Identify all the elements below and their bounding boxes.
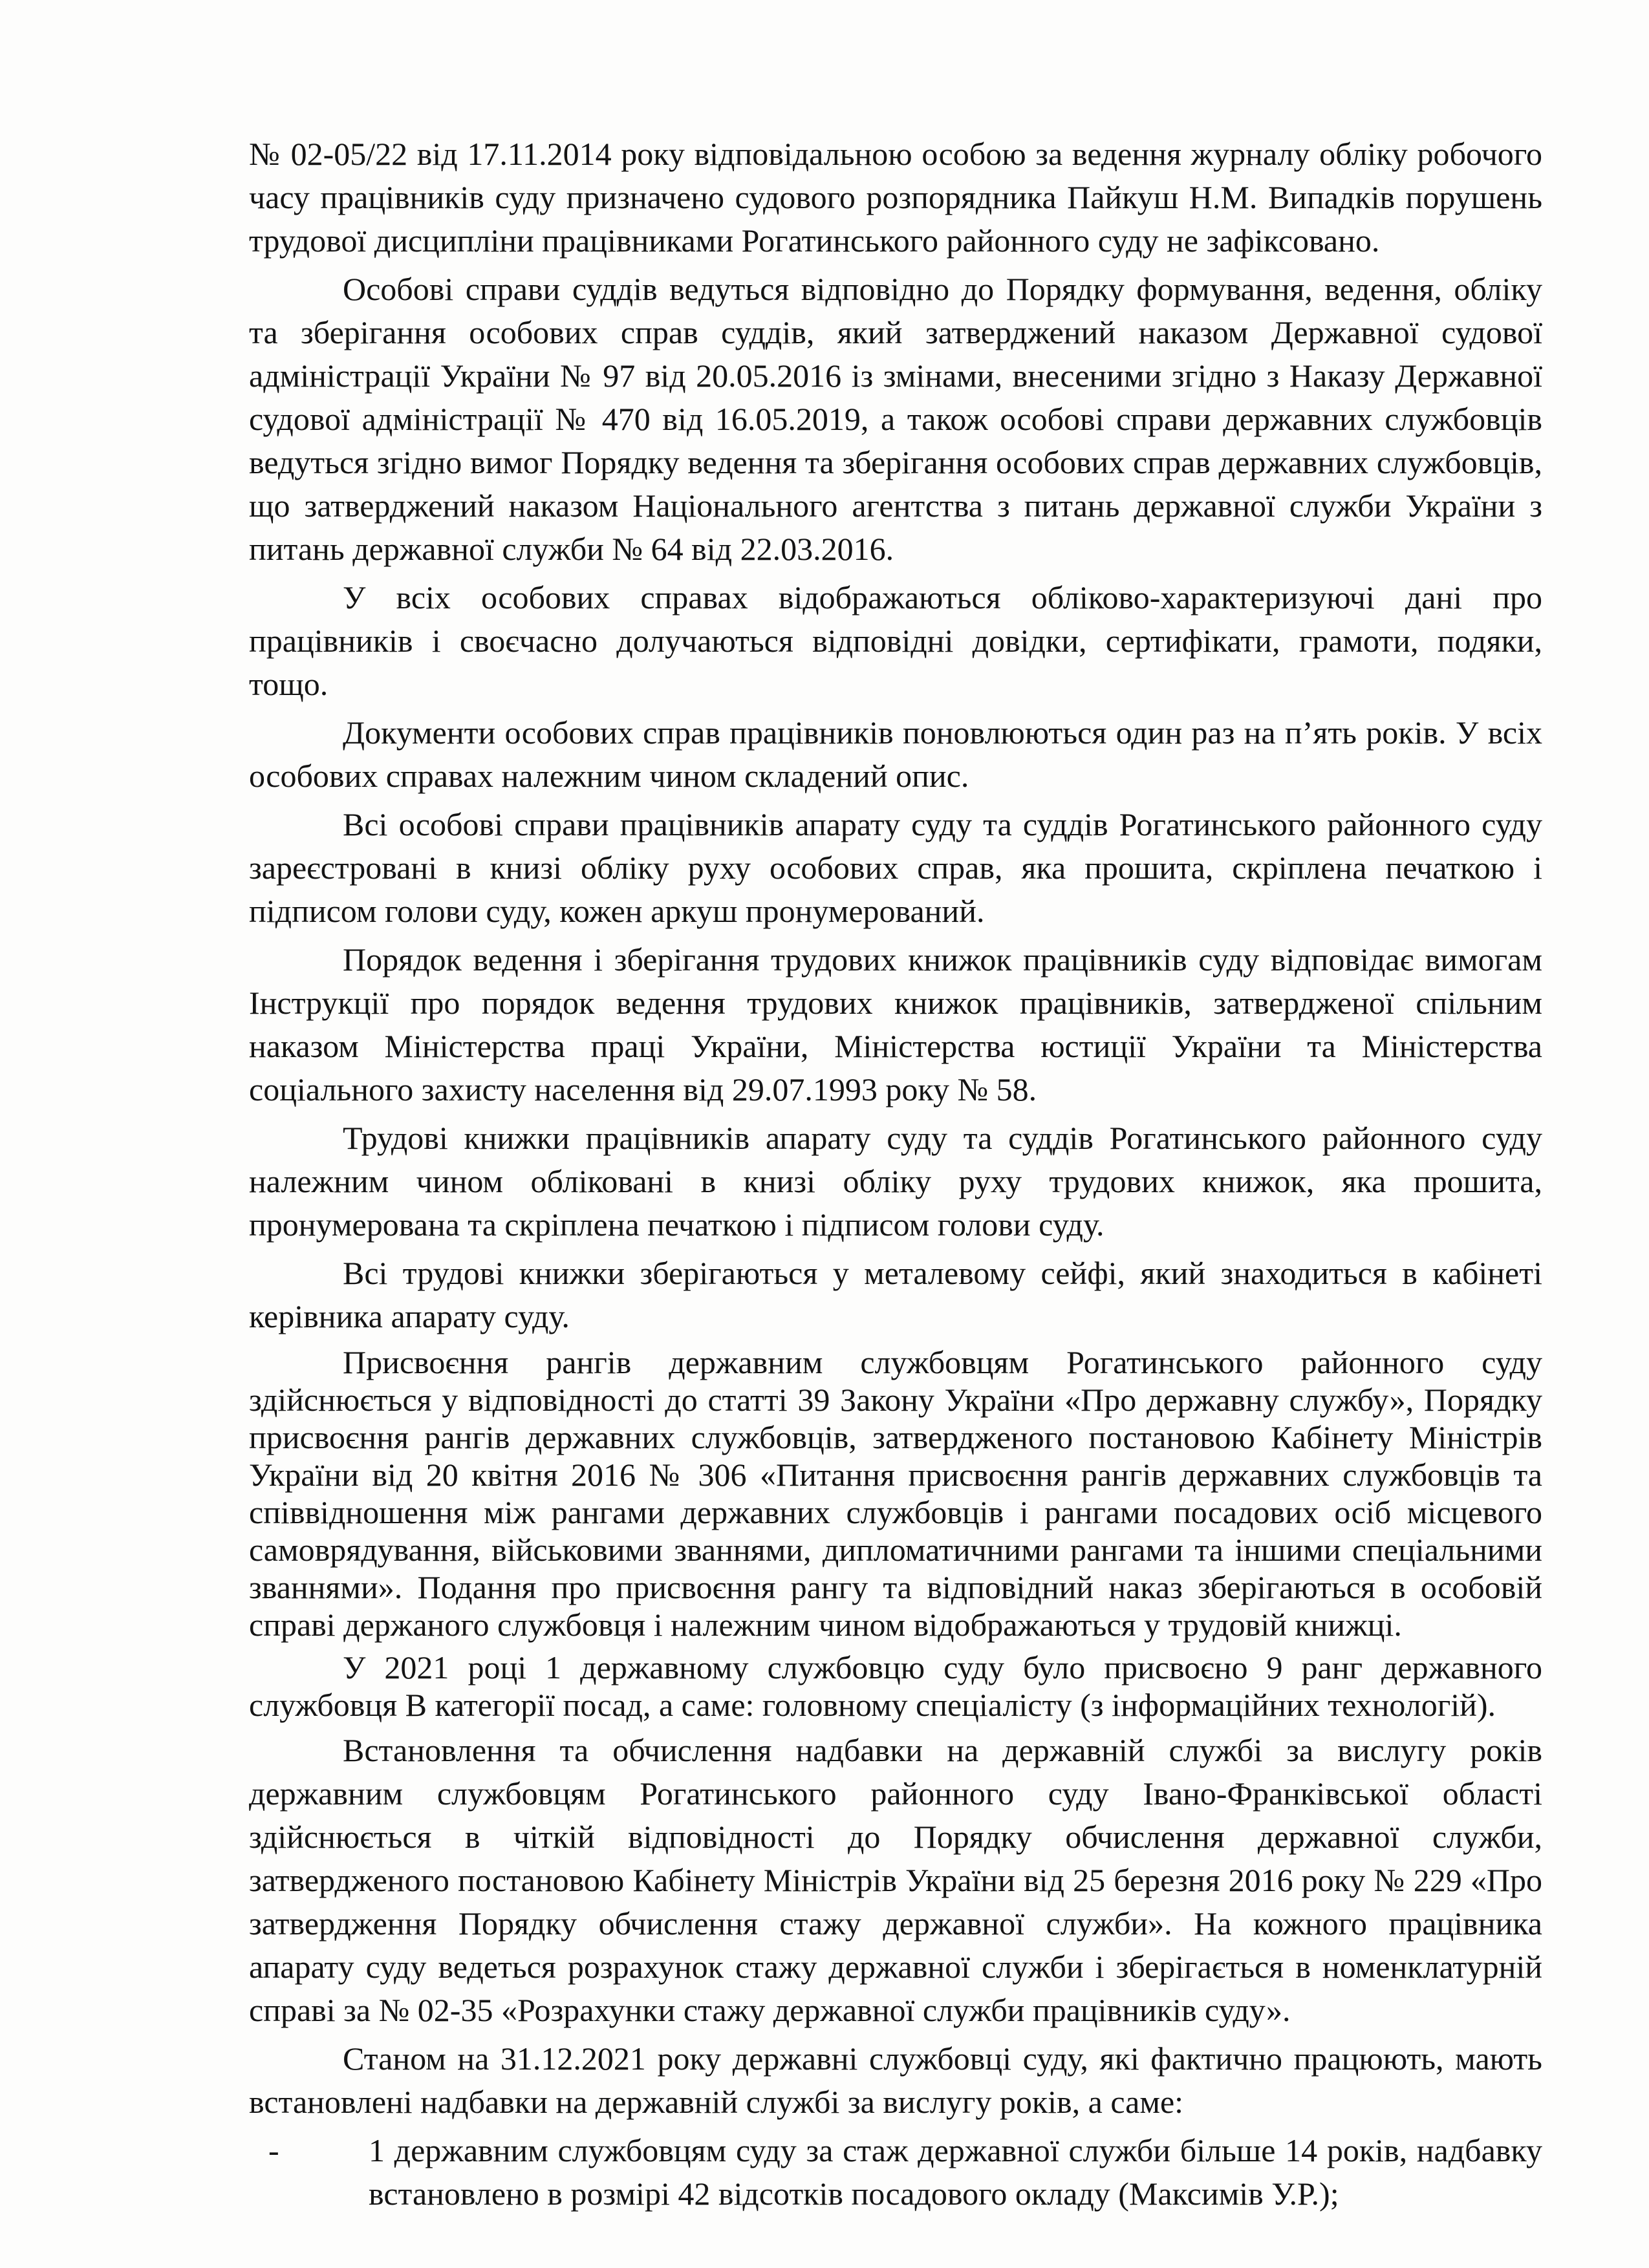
paragraph-personal-files-data: У всіх особових справах відображаються обліково-характеризуючі дані про працівників і своєчасно долучаються відповідні довідки, сертифікати, грамоти, подяки, тощо. [249, 579, 1542, 702]
paragraph-personal-files-judges: Особові справи суддів ведуться відповідно до Порядку формування, ведення, обліку та зберігання особових справ суддів, який затверджений наказом Державної судової адміністрації України № 97 від 20.05.2016 із змінами, внесеними згідно з Наказу Державної судової адміністрації № 470 від 16.05.2019, а також особові справи державних службовців ведуться згідно вимог Порядку ведення та зберігання особових справ державних службовців, що затверджений наказом Національного агентства з питань державної служби України з питань державної служби № 64 від 22.03.2016. [249, 271, 1542, 567]
paragraph-personal-files-registry: Всі особові справи працівників апарату суду та суддів Рогатинського районного суду зареєстровані в книзі обліку руху особових справ, яка прошита, скріплена печаткою і підписом голови суду, кожен аркуш пронумерований. [249, 806, 1542, 929]
paragraph-journal-responsible: № 02-05/22 від 17.11.2014 року відповідальною особою за ведення журналу обліку робочого часу працівників суду призначено судового розпорядника Пайкуш Н.М. Випадків порушень трудової дисципліни працівниками Рогатинського районного суду не зафіксовано. [249, 136, 1542, 259]
document-body [249, 133, 1542, 2216]
paragraph-labor-books-order: Порядок ведення і зберігання трудових книжок працівників суду відповідає вимогам Інструкції про порядок ведення трудових книжок працівників, затвердженої спільним наказом Міністерства праці України, Міністерства юстиції України та Міністерства соціального захисту населення від 29.07.1993 року № 58. [249, 941, 1542, 1107]
paragraph-ranks-2021: У 2021 році 1 державному службовцю суду було присвоєно 9 ранг державного службовця В категорії посад, а саме: головному спеціалісту (з інформаційних технологій). [249, 1649, 1542, 1723]
paragraph-labor-books-storage: Всі трудові книжки зберігаються у металевому сейфі, який знаходиться в кабінеті керівника апарату суду. [249, 1255, 1542, 1334]
paragraph-personal-files-update: Документи особових справ працівників поновлюються один раз на п’ять років. У всіх особових справах належним чином складений опис. [249, 714, 1542, 794]
bonus-list [249, 2129, 1542, 2216]
paragraph-bonus-status: Станом на 31.12.2021 року державні службовці суду, які фактично працюють, мають встановлені надбавки на державній службі за вислугу років, а саме: [249, 2040, 1542, 2120]
list-item [249, 2129, 1542, 2216]
paragraph-labor-books-registry: Трудові книжки працівників апарату суду та суддів Рогатинського районного суду належним чином обліковані в книзі обліку руху трудових книжок, яка прошита, пронумерована та скріплена печаткою і підписом голови суду. [249, 1120, 1542, 1243]
list-item-text: 1 державним службовцям суду за стаж державної служби більше 14 років, надбавку встановлено в розмірі 42 відсотків посадового окладу (Максимів У.Р.); [369, 2132, 1542, 2212]
paragraph-seniority-bonus: Встановлення та обчислення надбавки на державній службі за вислугу років державним службовцям Рогатинського районного суду Івано-Франківської області здійснюється в чіткій відповідності до Порядку обчислення державної служби, затвердженого постановою Кабінету Міністрів України від 25 березня 2016 року № 229 «Про затвердження Порядку обчислення стажу державної служби». На кожного працівника апарату суду ведеться розрахунок стажу державної служби і зберігається в номенклатурній справі за № 02-35 «Розрахунки стажу державної служби працівників суду». [249, 1732, 1542, 2028]
list-marker: - [268, 2132, 279, 2168]
paragraph-ranks-assignment: Присвоєння рангів державним службовцям Рогатинського районного суду здійснюється у відповідності до статті 39 Закону України «Про державну службу», Порядку присвоєння рангів державних службовців, затвердженого постановою Кабінету Міністрів України від 20 квітня 2016 № 306 «Питання присвоєння рангів державних службовців та співвідношення між рангами державних службовців і рангами посадових осіб місцевого самоврядування, військовими званнями, дипломатичними рангами та іншими спеціальними званнями». Подання про присвоєння рангу та відповідний наказ зберігаються в особовій справі держаного службовця і належним чином відображаються у трудовій книжці. [249, 1344, 1542, 1643]
